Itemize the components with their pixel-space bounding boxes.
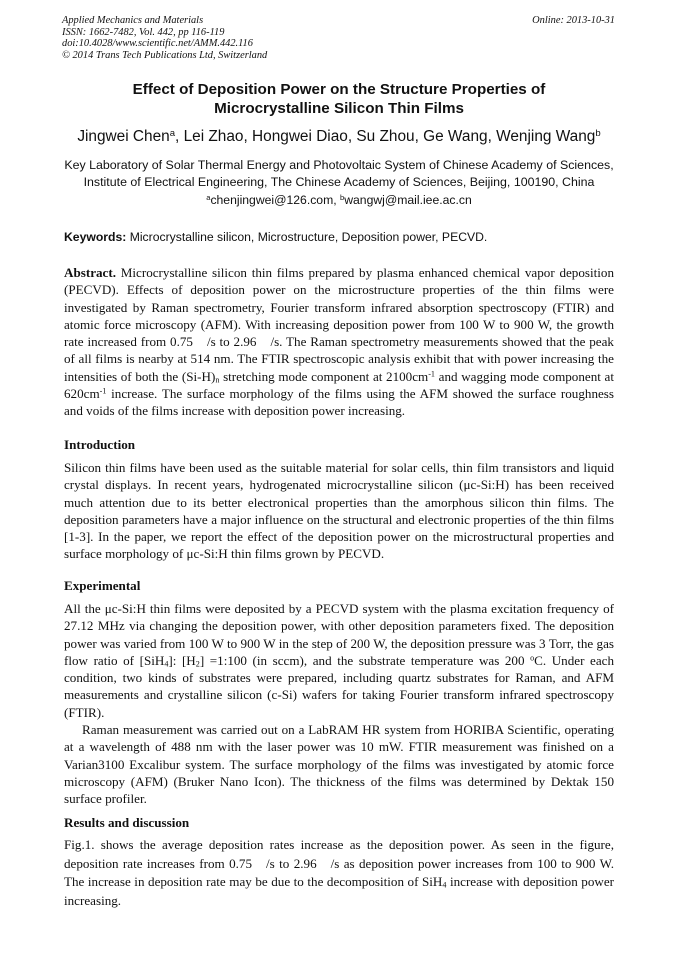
first-author: Jingwei Chen — [77, 128, 170, 145]
doi-line: doi:10.4028/www.scientific.net/AMM.442.116 — [62, 38, 253, 50]
introduction-heading: Introduction — [64, 437, 136, 452]
introduction-text: Silicon thin films have been used as the suitable material for solar cells, thin film transistors and liquid crystal displays. In recent years, hydrogenated microcrystalline silicon (μc-Si:H) has been received much attention due to its better electronical properties than the amorphous silicon thin films. The deposition parameters have a major influence on the structural and electronic properties of the thin films [1-3]. In the paper, we report the effect of the deposition power on the microstructural properties and surface morphology of μc-Si:H thin films grown by PECVD. — [64, 460, 614, 562]
title-line-1: Effect of Deposition Power on the Structure Properties of — [132, 81, 546, 98]
results-text-1: Fig.1. shows the average deposition rates increase as the deposition power. As seen in the figure, deposition rate increases from 0.75 — [64, 837, 614, 871]
results-text-3: /s as deposition power increases from 100 to 900 W. The increase in deposition rate may be due to the decomposition of SiH — [64, 855, 614, 890]
experimental-paragraph-2: Raman measurement was carried out on a LabRAM HR system from HORIBA Scientific, operating at a wavelength of 488 nm with the laser power was 10 mW. FTIR measurement was finished on a Varian3100 Excalibur system. The surface morphology of the films was investigated by atomic force microscopy (AFM) (Bruker Nano Icon). The thickness of the films was determined by Dektak 150 surface profiler. — [64, 722, 614, 807]
author-emails — [0, 193, 678, 208]
online-date: Online: 2013-10-31 — [532, 15, 615, 26]
paper-title — [0, 80, 678, 118]
other-authors: , Lei Zhao, Hongwei Diao, Su Zhou, Ge Wang, Wenjing Wang — [175, 128, 596, 145]
abstract-sub-n: n — [215, 375, 220, 385]
affiliation — [0, 157, 678, 190]
experimental-sub-2: 2 — [195, 659, 200, 669]
results-heading: Results and discussion — [64, 815, 190, 830]
author-sup-b: b — [595, 127, 601, 139]
abstract-text-1: Microcrystalline silicon thin films prepared by plasma enhanced chemical vapor deposition (PECVD). Effects of deposition power on the microstructure properties of the thin films were investigated by Raman spectrometry, Fourier transform infrared absorption spectroscopy (FTIR) and atomic force microscopy (AFM). With increasing deposition power from 100 W to 900 W, the growth rate increased from 0.75 — [64, 265, 614, 350]
abstract-sup-2: -1 — [99, 386, 107, 396]
email-a[interactable]: chenjingwei@126.com, — [210, 193, 341, 207]
abstract-text-4: stretching mode component at 2100cm — [219, 368, 429, 384]
abstract-text-6: increase. The surface morphology of the films using the AFM showed the surface roughness and voids of the films increase with deposition power increasing. — [64, 386, 614, 419]
experimental-heading: Experimental — [64, 578, 141, 593]
copyright-line: © 2014 Trans Tech Publications Ltd, Switzerland — [62, 49, 268, 61]
experimental-sup-degree: o — [530, 653, 535, 663]
affiliation-line-2: Institute of Electrical Engineering, The Chinese Academy of Sciences, Beijing, 100190, China — [83, 174, 595, 189]
affiliation-line-1: Key Laboratory of Solar Thermal Energy and Photovoltaic System of Chinese Academy of Sciences, — [64, 158, 614, 172]
email-sup-a: a — [206, 192, 211, 202]
introduction-body — [64, 459, 614, 563]
experimental-text-1d: C. Under each condition, two kinds of substrates were prepared, including quartz substrates for Raman, and AFM measurements and crystalline silicon (c-Si) wafers for taking Fourier transform infrared spectroscopy (FTIR). — [64, 652, 614, 720]
issn-line: ISSN: 1662-7482, Vol. 442, pp 116-119 — [62, 26, 225, 38]
experimental-body — [64, 600, 614, 808]
abstract-sup-1: -1 — [428, 369, 435, 379]
keywords-text: Microcrystalline silicon, Microstructure, Deposition power, PECVD. — [126, 230, 488, 244]
experimental-paragraph-1 — [64, 600, 614, 721]
experimental-sub-1: 4 — [164, 659, 169, 669]
keywords — [64, 230, 616, 245]
experimental-text-1b: ]: [H — [168, 652, 196, 668]
email-b[interactable]: wangwj@mail.iee.ac.cn — [344, 193, 472, 207]
results-text-4: increase with deposition power increasing. — [64, 874, 614, 908]
experimental-text-1c: ] =1:100 (in sccm), and the substrate temperature was 200 — [199, 652, 531, 668]
abstract — [64, 264, 614, 420]
keywords-label: Keywords: — [64, 230, 127, 244]
results-text-2: /s to 2.96 — [266, 855, 317, 871]
abstract-label: Abstract. — [64, 265, 116, 280]
results-sub-4: 4 — [442, 880, 447, 890]
title-line-2: Microcrystalline Silicon Thin Films — [214, 100, 464, 117]
journal-name: Applied Mechanics and Materials — [62, 15, 204, 26]
abstract-text-2: /s to 2.96 — [206, 334, 257, 350]
author-list — [0, 128, 678, 146]
author-sup-a: a — [169, 127, 176, 139]
journal-header — [62, 15, 615, 61]
abstract-text-5: and wagging mode component at 620cm — [64, 368, 614, 402]
abstract-text-3: /s. The Raman spectrometry measurements showed that the peak of all films is nearby at 514 nm. The FTIR spectroscopic analysis exhibit that with power increasing the intensities of both the (Si-H) — [64, 334, 614, 384]
email-sup-b: b — [340, 192, 345, 202]
results-body — [64, 836, 614, 910]
experimental-text-1a: All the μc-Si:H thin films were deposited by a PECVD system with the plasma excitation frequency of 27.12 MHz via changing the deposition power, with other deposition parameters fixed. The deposition power was varied from 100 W to 900 W in the step of 200 W, the deposition pressure was 3 Torr, the gas flow ratio of [SiH — [64, 601, 614, 668]
